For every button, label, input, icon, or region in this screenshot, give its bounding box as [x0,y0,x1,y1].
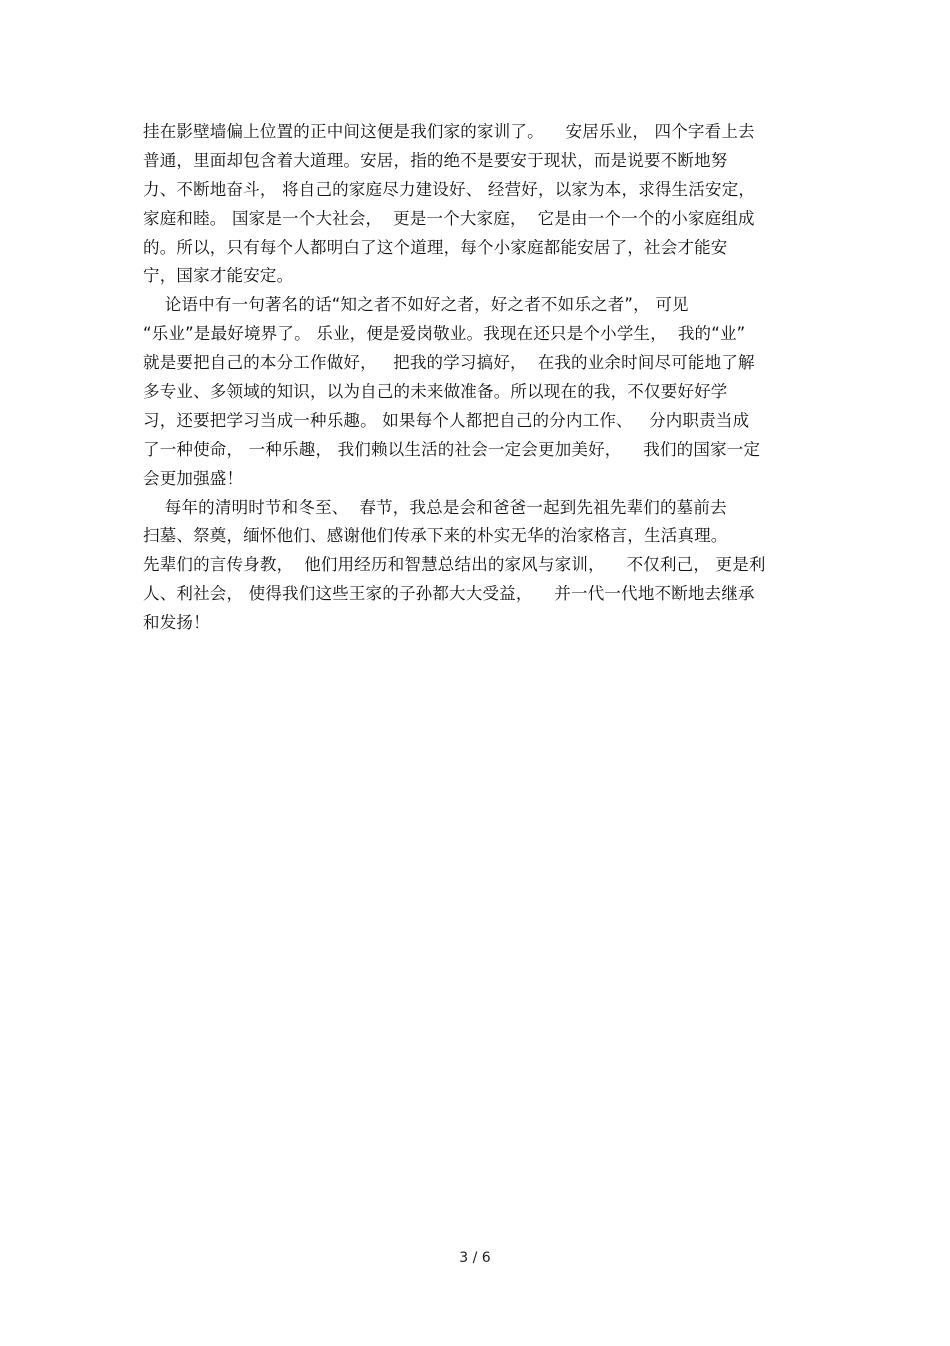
text-line: 普通，里面却包含着大道理。安居，指的绝不是要安于现状，而是说要不断地努 [143,150,728,170]
body-text [143,118,823,638]
text-line: 多专业、多领域的知识，以为自己的未来做准备。所以现在的我，不仅要好好学 [143,382,728,402]
text-line: 家庭和睦。 国家是一个大社会， 更是一个大家庭， 它是由一个一个的小家庭组成 [143,208,755,228]
page-number: 3 / 6 [459,1250,491,1266]
text-line: 会更加强盛！ [143,468,244,488]
text-line: 了一种使命， 一种乐趣， 我们赖以生活的社会一定会更加美好， 我们的国家一定 [143,439,761,459]
text-line: 挂在影壁墙偏上位置的正中间这便是我们家的家训了。 安居乐业， 四个字看上去 [143,122,755,141]
text-line: 和发扬！ [143,613,210,633]
text-line: 每年的清明时节和冬至、 春节，我总是会和爸爸一起到先祖先辈们的墓前去 [143,497,727,517]
text-line: 扫墓、祭奠，缅怀他们、感谢他们传承下来的朴实无华的治家格言，生活真理。 [143,526,728,546]
text-line: 的。所以，只有每个人都明白了这个道理，每个小家庭都能安居了，社会才能安 [143,237,728,257]
text-line: 力、不断地奋斗， 将自己的家庭尽力建设好、 经营好，以家为本，求得生活安定， [143,179,756,199]
text-line: 习，还要把学习当成一种乐趣。 如果每个人都把自己的分内工作、 分内职责当成 [143,410,750,430]
text-line: 宁，国家才能安定。 [143,266,294,286]
text-line: 论语中有一句著名的话“知之者不如好之者，好之者不如乐之者”， 可见 [143,295,689,315]
text-line: 人、利社会， 使得我们这些王家的子孙都大大受益， 并一代一代地不断地去继承 [143,584,755,604]
text-line: 就是要把自己的本分工作做好， 把我的学习搞好， 在我的业余时间尽可能地了解 [143,353,755,373]
text-line: 先辈们的言传身教， 他们用经历和智慧总结出的家风与家训， 不仅利己， 更是利 [143,555,766,575]
text-line: “乐业”是最好境界了。 乐业，便是爱岗敬业。我现在还只是个小学生， 我的“业” [143,324,746,344]
